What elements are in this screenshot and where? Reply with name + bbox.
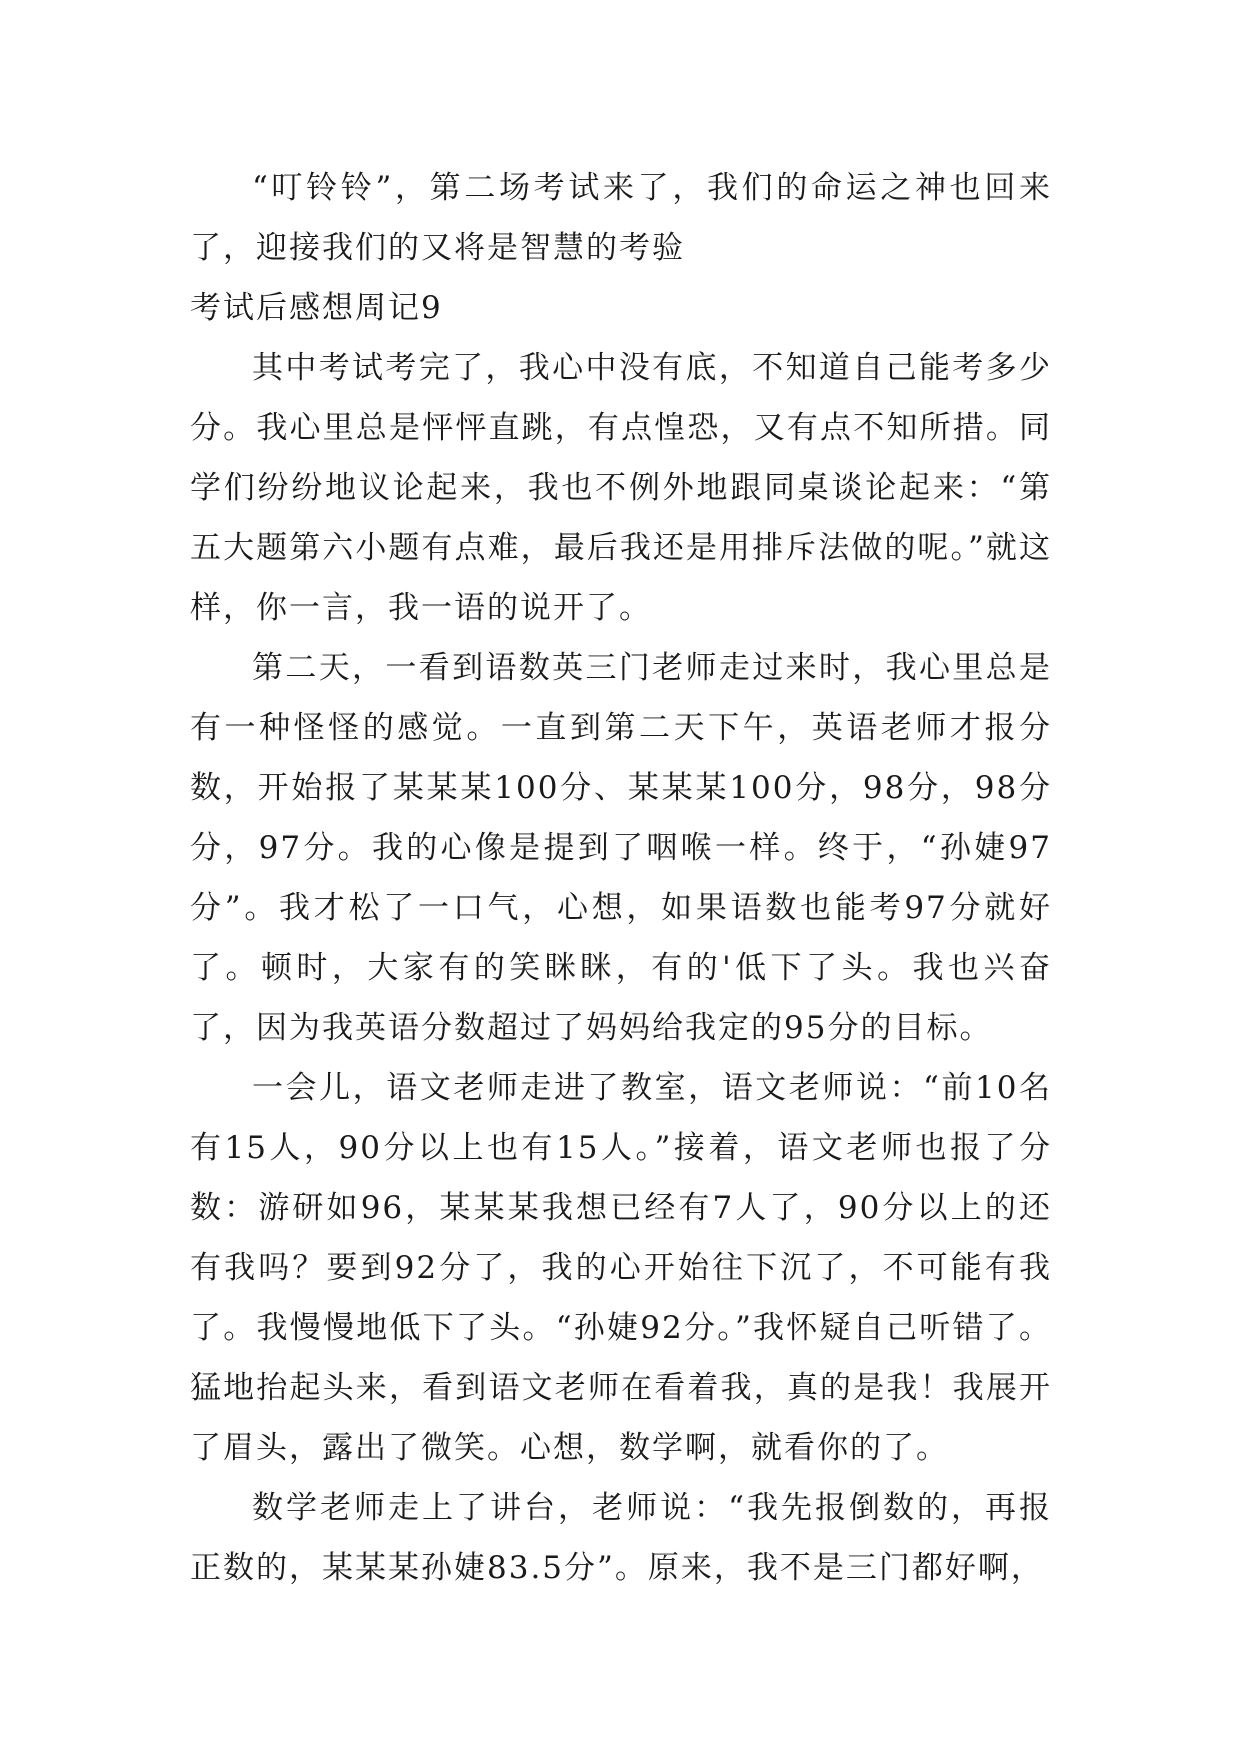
paragraph-midterm-finished: 其中考试考完了，我心中没有底，不知道自己能考多少分。我心里总是怦怦直跳，有点惶恐，又有点不知所措。同学们纷纷地议论起来，我也不例外地跟同桌谈论起来：“第五大题第六小题有点难，最后我还是用排斥法做的呢。”就这样，你一言，我一语的说开了。 — [190, 350, 1052, 626]
paragraph-exam-bell: “叮铃铃”，第二场考试来了，我们的命运之神也回来了，迎接我们的又将是智慧的考验 — [190, 170, 1052, 266]
paragraph-math-scores: 数学老师走上了讲台，老师说：“我先报倒数的，再报正数的，某某某孙婕83.5分”。原来，我不是三门都好啊， — [190, 1490, 1052, 1586]
document-page — [190, 158, 1052, 1598]
section-heading: 考试后感想周记9 — [190, 290, 443, 326]
paragraph-english-scores: 第二天，一看到语数英三门老师走过来时，我心里总是有一种怪怪的感觉。一直到第二天下午，英语老师才报分数，开始报了某某某100分、某某某100分，98分，98分分，97分。我的心像是提到了咽喉一样。终于，“孙婕97分”。我才松了一口气，心想，如果语数也能考97分就好了。顿时，大家有的笑眯眯，有的'低下了头。我也兴奋了，因为我英语分数超过了妈妈给我定的95分的目标。 — [190, 650, 1052, 1046]
paragraph-chinese-scores: 一会儿，语文老师走进了教室，语文老师说：“前10名有15人，90分以上也有15人。”接着，语文老师也报了分数：游研如96，某某某我想已经有7人了，90分以上的还有我吗？要到92分了，我的心开始往下沉了，不可能有我了。我慢慢地低下了头。“孙婕92分。”我怀疑自己听错了。猛地抬起头来，看到语文老师在看着我，真的是我！我展开了眉头，露出了微笑。心想，数学啊，就看你的了。 — [190, 1070, 1052, 1466]
